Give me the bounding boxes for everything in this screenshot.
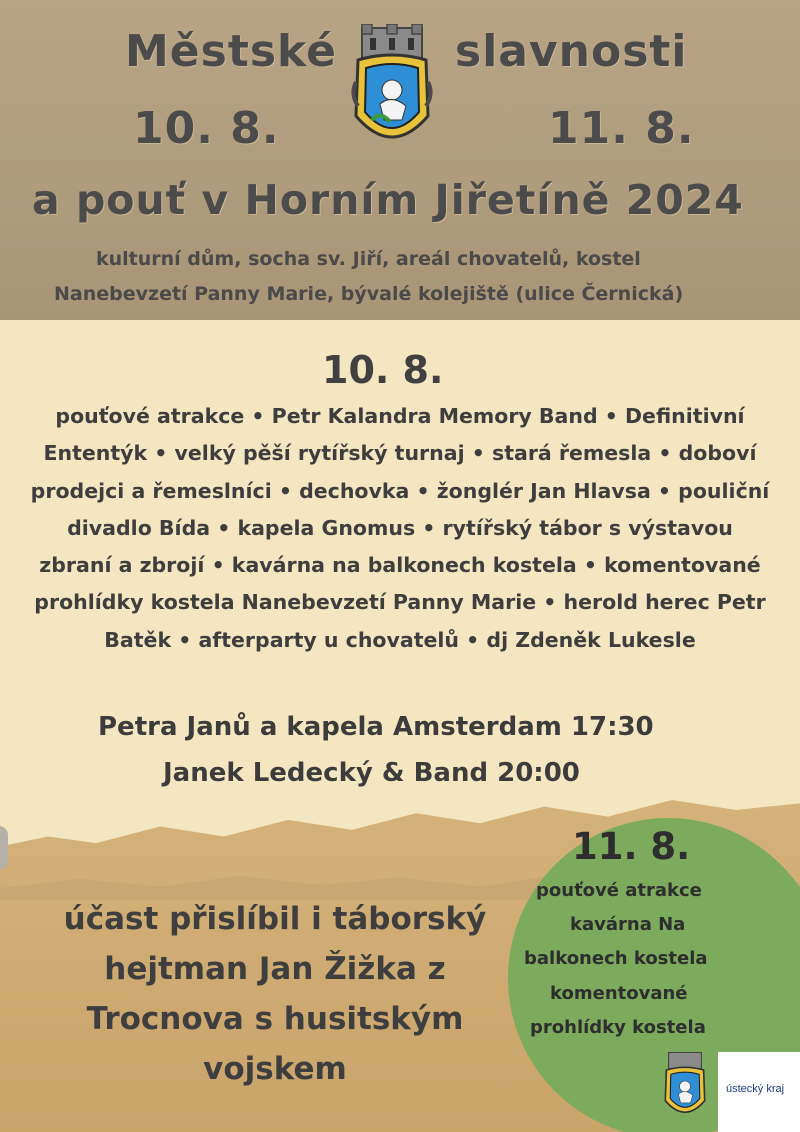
title-word-mestske: Městské xyxy=(125,26,337,77)
town-crest-icon-small xyxy=(662,1050,708,1124)
date-right: 11. 8. xyxy=(548,103,695,154)
day1-heading: 10. 8. xyxy=(322,348,444,392)
day1-program: pouťové atrakce • Petr Kalandra Memory Band • Definitivní Ententýk • velký pěší rytířský turnaj • stará řemesla • doboví prodejci a řemeslníci • dechovka • žonglér Jan Hlavsa • pouliční divadlo Bída • kapela Gnomus • rytířský tábor s výstavou zbraní a zbrojí • kavárna na balkonech kostela • komentované prohlídky kostela Nanebevzetí Panny Marie • herold herec Petr Batěk • afterparty u chovatelů • dj Zdeněk Lukesle xyxy=(30,404,770,652)
day2-item-3: balkonech kostela xyxy=(524,948,708,969)
edge-scroll-handle[interactable] xyxy=(0,826,8,870)
date-left: 10. 8. xyxy=(133,103,280,154)
headliner-1: Petra Janů a kapela Amsterdam 17:30 xyxy=(98,712,654,742)
day2-item-2: kavárna Na xyxy=(570,914,686,935)
sponsor-logo-text: ústecký kraj xyxy=(726,1083,785,1095)
sponsor-logo xyxy=(718,1052,800,1132)
day2-item-5: prohlídky kostela xyxy=(530,1017,706,1038)
town-crest-icon xyxy=(350,24,434,158)
headliner-2: Janek Ledecký & Band 20:00 xyxy=(163,758,580,788)
title-word-slavnosti: slavnosti xyxy=(455,26,688,77)
venues-line-2: Nanebevzetí Panny Marie, bývalé kolejiště (ulice Černická) xyxy=(54,283,684,305)
venues-line-1: kulturní dům, socha sv. Jiří, areál chovatelů, kostel xyxy=(96,248,641,270)
day2-heading: 11. 8. xyxy=(572,825,691,868)
zizka-announcement: účast přislíbil i táborský hejtman Jan Žižka z Trocnova s husitským vojskem xyxy=(63,901,487,1087)
title-line-2: a pouť v Horním Jiřetíně 2024 xyxy=(32,176,744,224)
day2-item-1: pouťové atrakce xyxy=(536,880,702,901)
day2-item-4: komentované xyxy=(550,983,688,1004)
